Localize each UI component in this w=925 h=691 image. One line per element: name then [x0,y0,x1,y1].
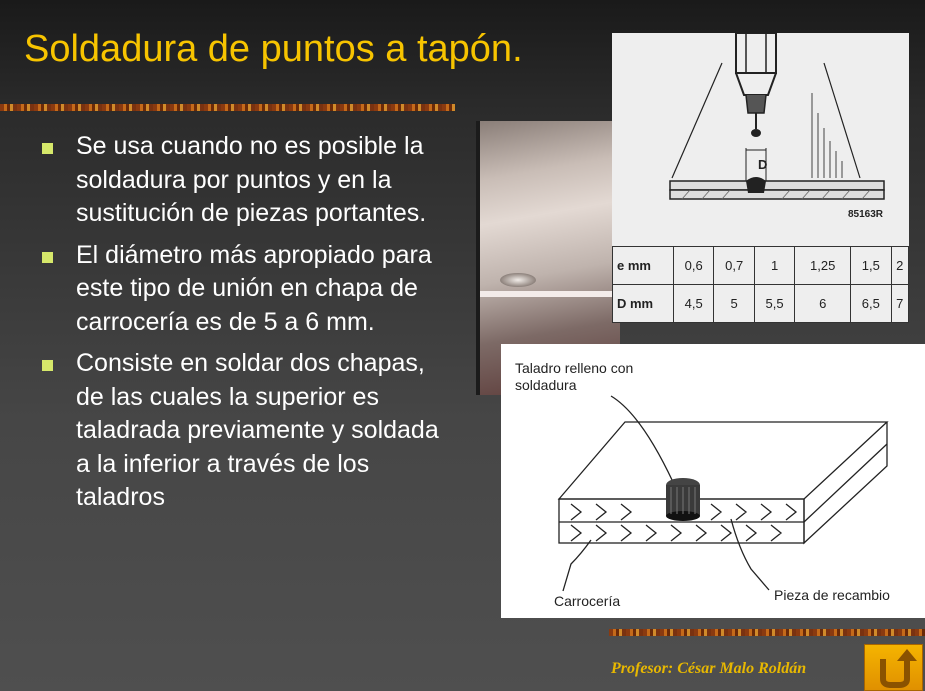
return-arrow-icon [865,645,922,690]
slide-title: Soldadura de puntos a tapón. [24,28,523,70]
bullet-item [40,130,440,231]
table-cell: 6 [795,285,851,323]
table-cell: 1,5 [851,247,891,285]
figure-code: 85163R [848,209,884,220]
table-cell: 4,5 [674,285,714,323]
table-cell: 1 [754,247,794,285]
body-label: Carrocería [554,593,621,609]
bullet-item [40,347,440,515]
table-row [613,247,909,285]
square-bullet-icon [42,143,53,154]
bullet-list [40,130,440,523]
return-button[interactable] [864,644,923,691]
table-row [613,285,909,323]
bullet-text: El diámetro más apropiado para este tipo de unión en chapa de carrocería es de 5 a 6 mm. [76,240,432,336]
replacement-part-label: Pieza de recambio [774,587,890,603]
table-cell: 1,25 [795,247,851,285]
table-cell: 5,5 [754,285,794,323]
table-cell: 0,6 [674,247,714,285]
filled-hole-label: Taladro relleno con soldadura [515,360,634,393]
square-bullet-icon [42,360,53,371]
thickness-diameter-table [612,246,909,323]
welding-tool-figure [612,33,909,323]
decorative-bar-top [0,104,455,111]
square-bullet-icon [42,252,53,263]
table-cell: 5 [714,285,754,323]
table-header-cell: e mm [613,247,674,285]
table-cell: 6,5 [851,285,891,323]
bullet-item [40,239,440,340]
decorative-bar-bottom [609,629,925,636]
sheet-edge [480,291,620,297]
table-cell: 0,7 [714,247,754,285]
plug-weld-spot [500,273,536,287]
diameter-label: D [758,157,768,172]
table-cell: 7 [891,285,908,323]
author-footer: Profesor: César Malo Roldán [611,660,807,677]
table-cell: 2 [891,247,908,285]
table-header-cell: D mm [613,285,674,323]
bullet-text: Se usa cuando no es posible la soldadura por puntos y en la sustitución de piezas portantes. [76,132,427,227]
bullet-text: Consiste en soldar dos chapas, de las cuales la superior es taladrada previamente y soldada a la inferior a través de los taladros [76,349,439,511]
plug-weld-diagram [501,344,925,618]
